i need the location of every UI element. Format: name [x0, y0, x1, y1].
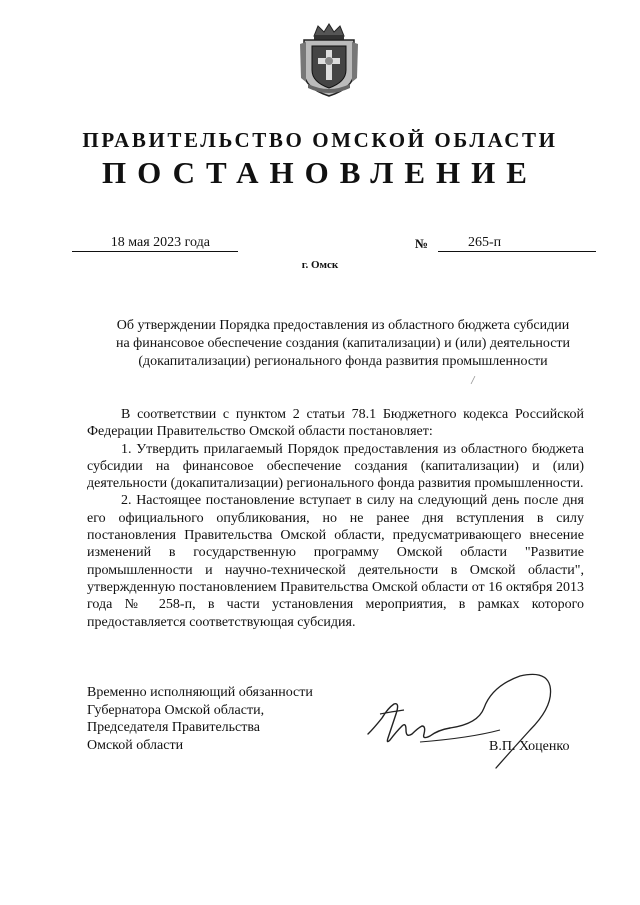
document-number: 265-п [438, 235, 596, 252]
handwritten-signature [360, 668, 560, 778]
document-body [87, 406, 584, 631]
body-paragraph-1: 1. Утвердить прилагаемый Порядок предоставления из областного бюджета субсидии на финансовое обеспечение создания (капитализации) и (или) деятельности (докапитализации) регионального фонда развития промышленности. [87, 441, 584, 492]
subject-line: (докапитализации) регионального фонда развития промышленности [138, 354, 548, 369]
document-type-title: ПОСТАНОВЛЕНИЕ [102, 155, 538, 190]
document-date: 18 мая 2023 года [72, 235, 238, 252]
position-line: Губернатора Омской области, [87, 702, 265, 718]
subject-line: Об утверждении Порядка предоставления из областного бюджета субсидии [116, 318, 570, 333]
stray-mark [470, 376, 476, 384]
position-line: Омской области [87, 737, 184, 753]
position-line: Председателя Правительства [87, 720, 261, 735]
position-line: Временно исполняющий обязанности [87, 685, 313, 700]
document-subject [88, 317, 598, 371]
subject-line: на финансовое обеспечение создания (капитализации) и (или) деятельности [115, 336, 571, 351]
city-label: г. Омск [301, 259, 339, 271]
body-paragraph-preamble: В соответствии с пунктом 2 статьи 78.1 Бюджетного кодекса Российской Федерации Правительство Омской области постановляет: [87, 407, 584, 440]
body-paragraph-2: 2. Настоящее постановление вступает в силу на следующий день после дня его официального опубликования, но не ранее дня вступления в силу постановления Правительства Омской области, предусматривающего внесение изменений в государственную программу Омской области "Развитие промышленности и научно-технической деятельности в Омской области", утвержденную постановлением Правительства Омской области от 16 октября 2013 года № 258-п, в части установления мероприятия, в рамках которого предоставляется соответствующая субсидия. [87, 493, 584, 630]
number-label: № [415, 236, 429, 251]
signatory-position [87, 684, 313, 754]
signatory-name: В.П. Хоценко [489, 739, 570, 754]
coat-of-arms-icon [298, 22, 360, 98]
organization-title: ПРАВИТЕЛЬСТВО ОМСКОЙ ОБЛАСТИ [82, 128, 558, 152]
